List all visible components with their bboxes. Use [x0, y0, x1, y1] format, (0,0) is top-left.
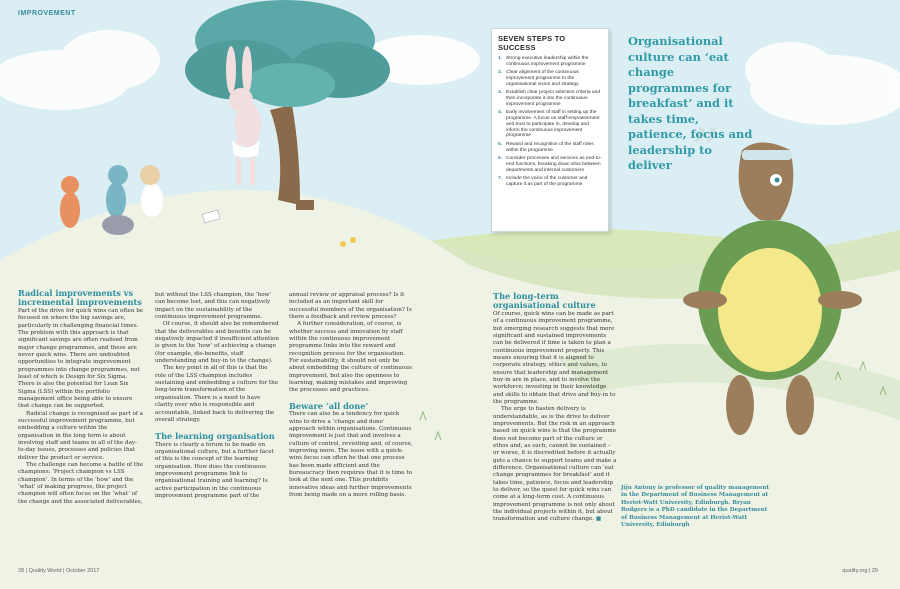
step-item — [498, 56, 602, 68]
step-number: 3. — [498, 90, 503, 96]
step-number: 6. — [498, 155, 503, 161]
paragraph: The challenge can become a battle of the champions: ‘Project champion vs LSS champion’. In terms of the ‘how’ and the ‘what’ of making progress, the project champion will often focus on the ‘what’ of the change and the associated deliverables, — [18, 462, 144, 505]
footer-left: 28 | Quality World | October 2017 — [18, 568, 100, 574]
section-tag: IMPROVEMENT — [18, 10, 76, 17]
pull-quote: Organisational culture can ‘eat change programmes for breakfast’ and it takes time, patience, focus and leadership to deliver — [628, 34, 753, 172]
step-number: 4. — [498, 110, 503, 116]
step-number: 7. — [498, 175, 503, 181]
basket — [296, 200, 314, 210]
step-item — [498, 142, 602, 154]
heading-long-term-culture: The long-term organisational culture — [493, 291, 596, 311]
paragraph: Of course, quick wins can be made as part of a continuous improvement programme, but emerging research suggests that more significant and sustained improvements can be delivered if time is taken to plan a continuous improvement properly. This means ensuring that it is aligned to corporate strategy, ethics and values, to ensure that leadership and management buy-in are in place, and to involve the workforce; investing in their knowledge and skills to obtain that drive and buy-in to the programme. — [493, 310, 616, 405]
steps-list — [498, 56, 602, 188]
footer-right: quality.org | 29 — [842, 568, 878, 574]
step-text: Early involvement of staff in setting up the programme. A focus on staff-empowerment and trust to participate in, develop and inform the continuous improvement programme — [506, 110, 600, 139]
step-text: Consider processes and services as end-to-end functions, breaking down silos between departments and internal customers — [506, 155, 602, 173]
step-number: 2. — [498, 70, 503, 76]
paragraph: The key point in all of this is that the role of the LSS champion includes sustaining and embedding a culture for the long-term transformation of the organisation. There is a need to have clarity over who is responsible and accountable, linked back to delivering the overall strategy. — [155, 365, 279, 423]
step-item — [498, 90, 602, 107]
paragraph — [493, 406, 617, 524]
paragraph: annual review or appraisal process? Is it included as an important skill for successful members of the organisation? Is there a feedback and review process? — [289, 292, 412, 321]
step-item — [498, 156, 602, 173]
paragraph: There is clearly a forum to be made on organisational culture, but a further facet of this is the concept of the learning organisation. How does the continuous improvement programme link to organisational training and learning? Is active participation in the continuous improvement programme part of the — [155, 441, 274, 499]
step-text: Clear alignment of the continuous improvement programme to the organisational vision and strategy — [506, 70, 579, 87]
quote-mark: ” — [690, 117, 721, 187]
step-text: Reward and recognition of the staff roles within the programme — [506, 141, 594, 153]
seven-steps-box — [491, 28, 609, 232]
paragraph: There can also be a tendency for quick wins to drive a ‘change and done’ approach within organisations. Continuous improvement is just that and involves a culture of control, revisiting and, of course, improving more. The issue with a quick-wins focus can often be that one process has been made efficient and the bureaucracy then requires that it is time to look at the next one. This prohibits innovative ideas and further improvements from being made on a more rolling basis. — [289, 411, 413, 498]
column-3 — [289, 292, 413, 499]
paragraph: but without the LSS champion, the ‘how’ can become lost, and this can negatively impact on the sustainability of the continuous improvement programme. — [155, 292, 272, 321]
paragraph: Radical change is recognised as part of a successful improvement programme, but embedding a culture within the organisation in the long term is about involving staff and teams in all of the day-to-day issues, processes and policies that deliver the product or service. — [18, 410, 144, 461]
paragraph: Part of the drive for quick wins can often be focused on where the big savings are, particularly in challenging financial times. The problem with this approach is that significant savings are often realised from major change programmes, and these are never quick wins. There are undoubted opportunities to integrate improvement programmes into change programmes, not least of which is Design for Six Sigma. There is also the potential for Lean Six Sigma (LSS) within the portfolio management office being able to ensure that change can be supported. — [18, 307, 144, 410]
paragraph-text: The urge to hasten delivery is understandable, as is the drive to deliver improvements. But the risk in an approach based on quick wins is that the programme does not become part of the culture or ethos and, as such, cannot be sustained – or worse, it is discredited before it actually gets a chance to support teams and make a difference. Organisational culture can ‘eat change programmes for breakfast’ and it takes time, patience, focus and leadership to deliver, so the quest for quick wins can come at a long-term cost. A continuous improvement programme is not only about the individual projects within it, but about transformation and culture change. — [493, 406, 617, 523]
step-number: 1. — [498, 56, 503, 61]
column-1 — [18, 289, 144, 506]
step-text: Strong executive leadership within the continuous improvement programme — [506, 56, 589, 67]
step-number: 5. — [498, 141, 503, 147]
paragraph: A further consideration, of course, is whether success and innovation by staff within the continuous improvement programme links into the reward and recognition process for the organisation. For sustainability, it should not only be about embedding the culture of continuous improvement, but also the openness to learning, making mistakes and improving the processes and practices. — [289, 321, 412, 394]
paragraph: Of course, it should also be remembered that the deliverables and benefits can be negatively impacted if insufficient attention is given to the ‘how’ of achieving a change (for example, dis-benefits, staff understanding and buy-in to the change). — [155, 321, 279, 365]
heading-learning-organisation: The learning organisation — [155, 431, 275, 442]
end-mark: ■ — [595, 516, 602, 523]
author-bio: Jiju Antony is professor of quality management in the Department of Business Management at Heriot-Watt University, Edinburgh. Bryan Rodgers is a PhD candidate in the Department of Business Management at Heriot-Watt University, Edinburgh — [621, 485, 770, 529]
column-4 — [493, 292, 617, 524]
step-item — [498, 176, 602, 188]
step-item — [498, 70, 602, 87]
step-text: Establish clear project selection criteria and then incorporate it into the continuous improvement programme — [506, 90, 601, 107]
steps-title: SEVEN STEPS TO SUCCESS — [498, 34, 566, 52]
step-item — [498, 110, 602, 139]
heading-beware-all-done: Beware ‘all done’ — [289, 400, 369, 411]
step-text: Include the voice of the customer and capture it as part of the programme — [506, 175, 588, 187]
heading-radical-improvements: Radical improvements vs incremental improvements — [18, 288, 142, 308]
column-2 — [155, 292, 279, 500]
